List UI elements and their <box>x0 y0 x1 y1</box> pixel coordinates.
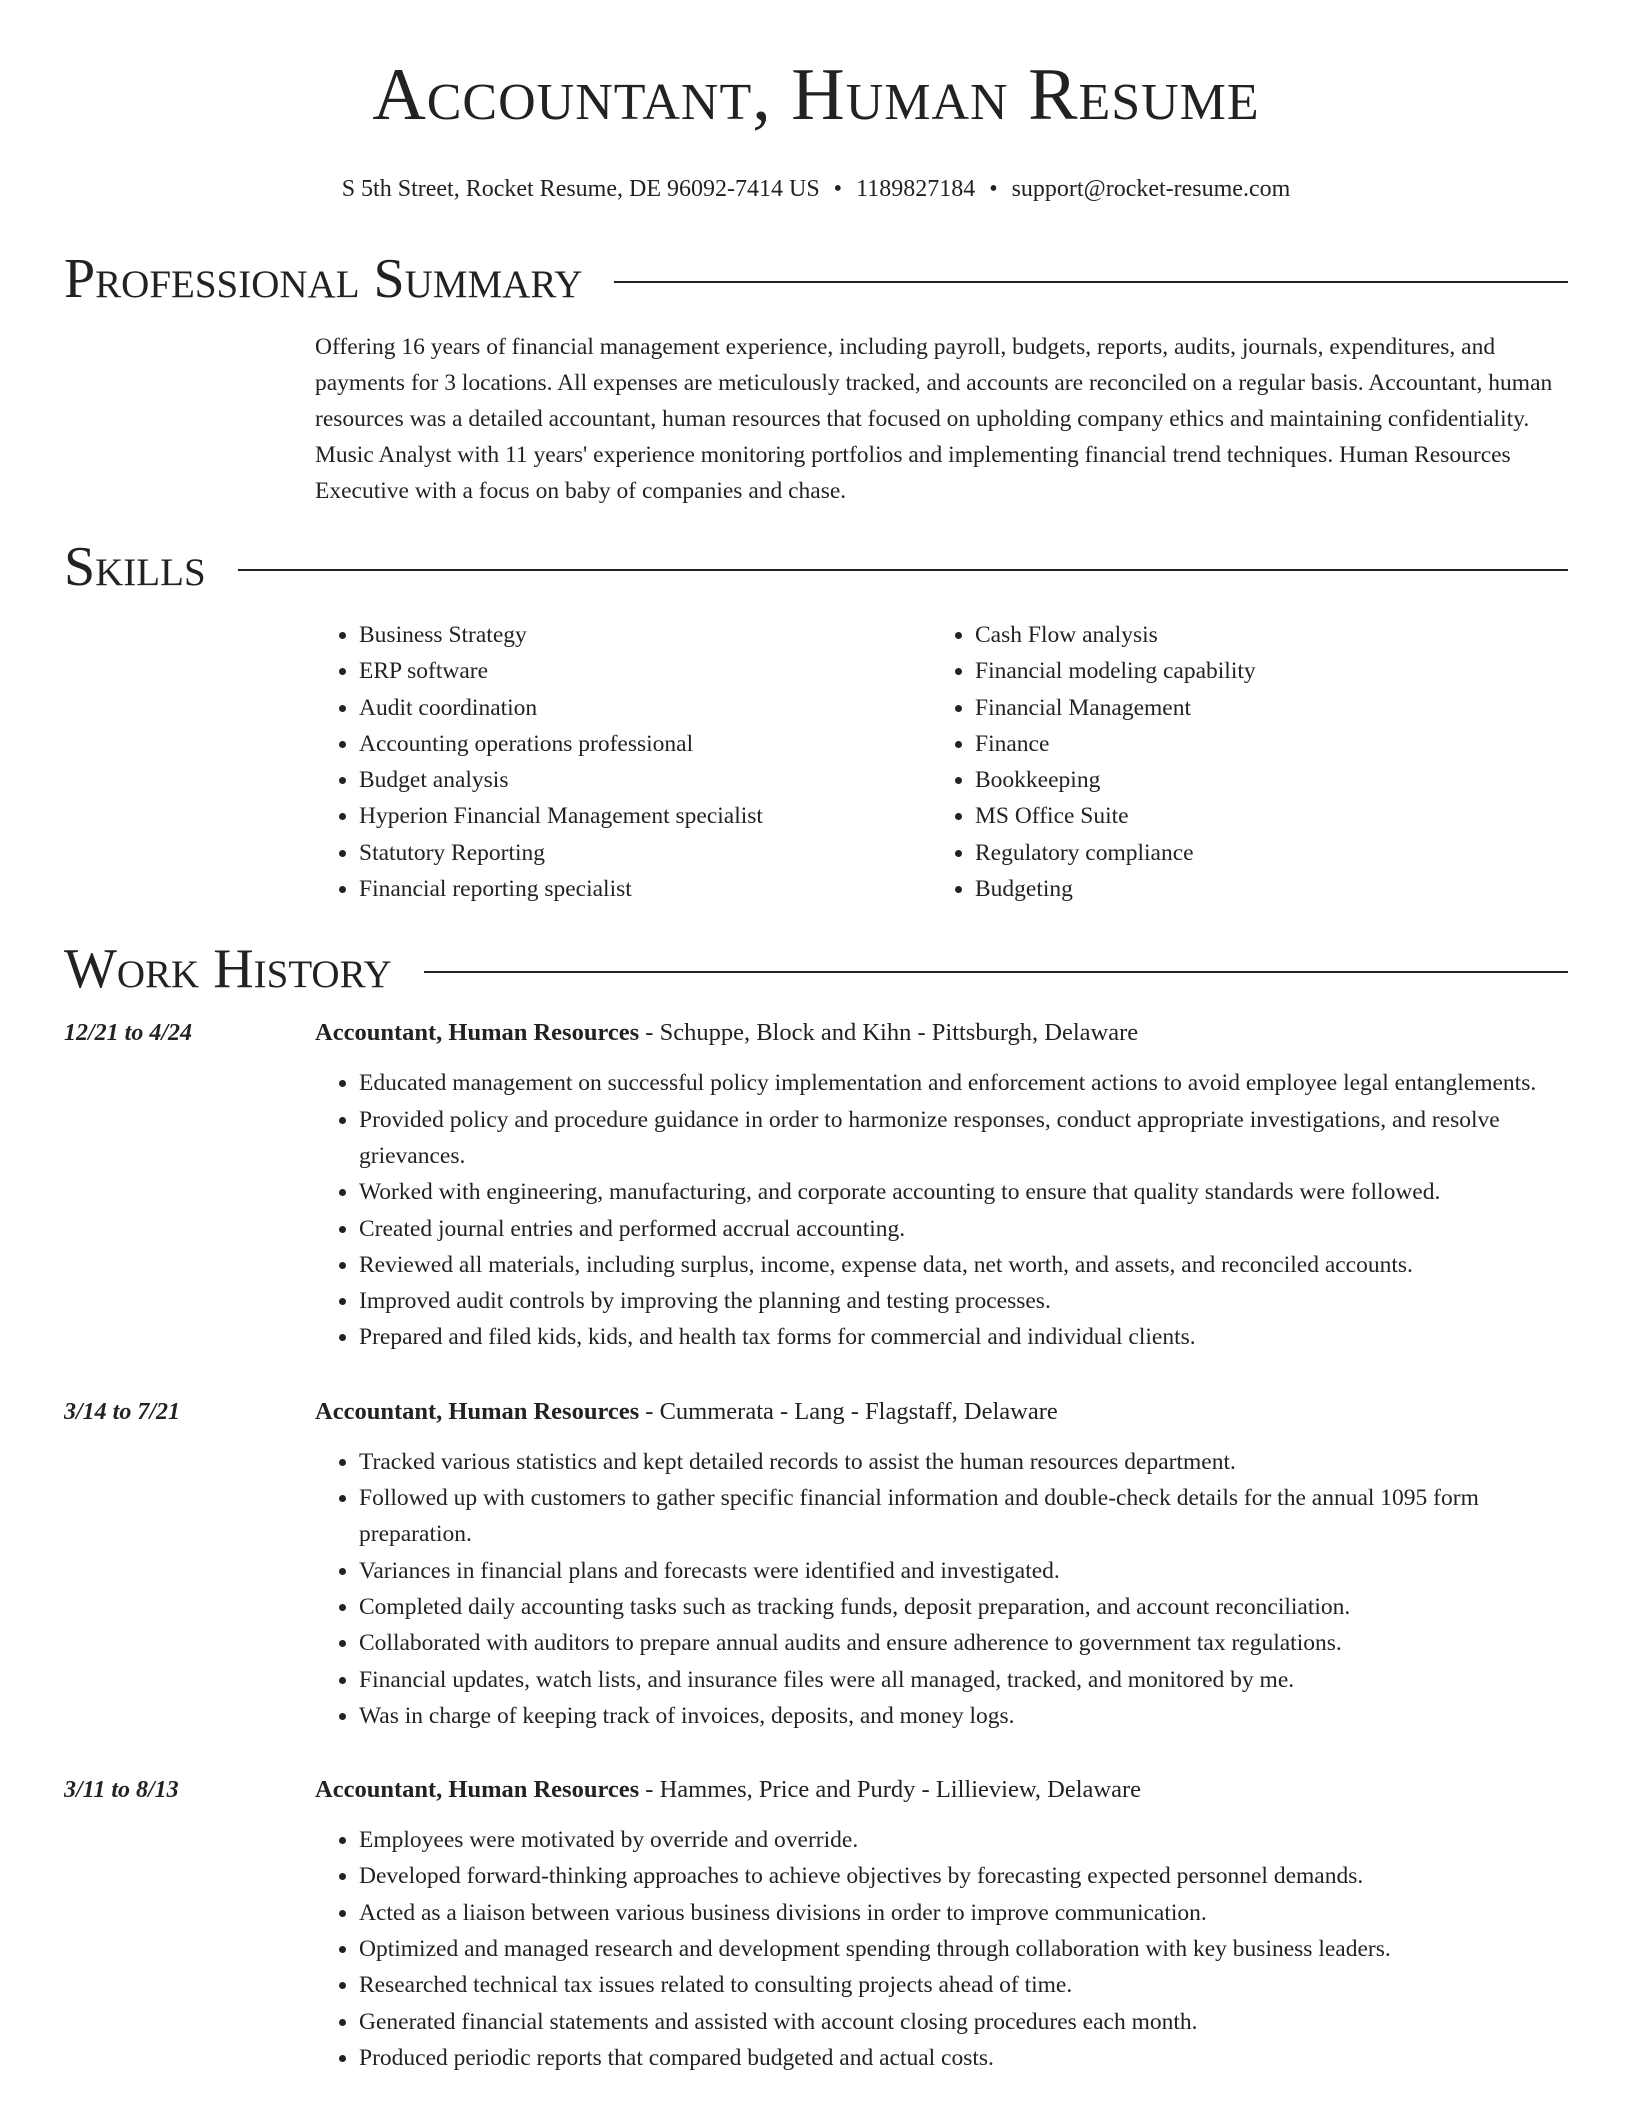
contact-separator: • <box>989 176 998 202</box>
job-bullet: • Developed forward-thinking approaches to achieve objectives by forecasting expected personnel demands. <box>359 1858 1568 1894</box>
skill-item: • Financial modeling capability <box>975 653 1547 689</box>
job-dates: 3/14 to 7/21 <box>64 1398 181 1425</box>
job-title-line <box>315 1394 1568 1430</box>
job-bullet: • Produced periodic reports that compared budgeted and actual costs. <box>359 2040 1568 2076</box>
summary-section-header <box>64 248 1568 310</box>
skill-item: • Finance <box>975 726 1547 762</box>
work-section-header <box>64 938 1568 1001</box>
skill-item: • MS Office Suite <box>975 798 1547 834</box>
job-bullet: • Was in charge of keeping track of invoices, deposits, and money logs. <box>359 1698 1568 1734</box>
work-heading: Work History <box>64 938 392 1001</box>
skill-item: • Business Strategy <box>359 617 931 653</box>
section-divider <box>238 569 1568 571</box>
job-body <box>315 1394 1568 1734</box>
skills-heading: Skills <box>64 536 206 598</box>
skill-item: • Budgeting <box>975 871 1547 907</box>
job-entry <box>64 1394 1568 1734</box>
section-divider <box>424 971 1568 973</box>
job-bullet: • Variances in financial plans and forecasts were identified and investigated. <box>359 1553 1568 1589</box>
job-bullet: • Collaborated with auditors to prepare annual audits and ensure adherence to government tax regulations. <box>359 1625 1568 1661</box>
job-bullet: • Acted as a liaison between various business divisions in order to improve communication. <box>359 1895 1568 1931</box>
skills-column-left <box>315 617 931 907</box>
job-role: Accountant, Human Resources <box>315 1776 640 1804</box>
job-bullet: • Prepared and filed kids, kids, and health tax forms for commercial and individual clients. <box>359 1319 1568 1355</box>
job-role: Accountant, Human Resources <box>315 1019 640 1047</box>
job-employer-location: - Hammes, Price and Purdy - Lillieview, Delaware <box>639 1776 1142 1804</box>
job-bullets <box>315 1065 1568 1355</box>
job-title-line <box>315 1772 1568 1808</box>
contact-email: support@rocket-resume.com <box>1011 176 1291 202</box>
skill-item: • Financial Management <box>975 690 1547 726</box>
job-bullet: • Worked with engineering, manufacturing, and corporate accounting to ensure that quality standards were followed. <box>359 1174 1568 1210</box>
job-bullet: • Financial updates, watch lists, and insurance files were all managed, tracked, and monitored by me. <box>359 1662 1568 1698</box>
section-divider <box>614 281 1568 283</box>
job-bullet: • Tracked various statistics and kept detailed records to assist the human resources department. <box>359 1444 1568 1480</box>
skill-item: • Audit coordination <box>359 690 931 726</box>
skill-item: • Statutory Reporting <box>359 835 931 871</box>
job-title-line <box>315 1015 1568 1051</box>
job-bullet: • Employees were motivated by override and override. <box>359 1822 1568 1858</box>
job-bullet: • Generated financial statements and assisted with account closing procedures each month. <box>359 2004 1568 2040</box>
job-bullet: • Provided policy and procedure guidance in order to harmonize responses, conduct appropriate investigations, and resolve grievances. <box>359 1102 1568 1175</box>
skill-item: • Cash Flow analysis <box>975 617 1547 653</box>
contact-line <box>64 176 1568 203</box>
skill-item: • Accounting operations professional <box>359 726 931 762</box>
job-bullets <box>315 1822 1568 2076</box>
skills-left-list <box>315 617 931 907</box>
job-entry <box>64 1015 1568 1355</box>
job-employer-location: - Schuppe, Block and Kihn - Pittsburgh, Delaware <box>639 1019 1139 1047</box>
skills-right-list <box>931 617 1547 907</box>
skills-column-right <box>931 617 1547 907</box>
work-history-list <box>64 1015 1568 2076</box>
job-bullet: • Created journal entries and performed accrual accounting. <box>359 1211 1568 1247</box>
job-bullet: • Educated management on successful policy implementation and enforcement actions to avoid employee legal entanglements. <box>359 1065 1568 1101</box>
job-body <box>315 1772 1568 2076</box>
skill-item: • Hyperion Financial Management specialist <box>359 798 931 834</box>
job-bullet: • Reviewed all materials, including surplus, income, expense data, net worth, and assets, and reconciled accounts. <box>359 1247 1568 1283</box>
job-employer-location: - Cummerata - Lang - Flagstaff, Delaware <box>639 1397 1058 1425</box>
job-bullet: • Followed up with customers to gather specific financial information and double-check details for the annual 1095 form preparation. <box>359 1480 1568 1553</box>
skill-item: • ERP software <box>359 653 931 689</box>
skill-item: • Financial reporting specialist <box>359 871 931 907</box>
job-bullet: • Improved audit controls by improving the planning and testing processes. <box>359 1283 1568 1319</box>
skill-item: • Regulatory compliance <box>975 835 1547 871</box>
skills-section-header <box>64 536 1568 598</box>
job-role: Accountant, Human Resources <box>315 1397 640 1425</box>
summary-heading: Professional Summary <box>64 248 583 310</box>
skills-list <box>315 617 1568 907</box>
job-body <box>315 1015 1568 1355</box>
job-bullet: • Researched technical tax issues related to consulting projects ahead of time. <box>359 1967 1568 2003</box>
job-bullet: • Completed daily accounting tasks such as tracking funds, deposit preparation, and account reconciliation. <box>359 1589 1568 1625</box>
contact-address: S 5th Street, Rocket Resume, DE 96092-7414 US <box>341 176 820 202</box>
contact-phone: 1189827184 <box>856 176 976 202</box>
job-dates: 12/21 to 4/24 <box>64 1020 193 1047</box>
job-bullets <box>315 1444 1568 1734</box>
job-bullet: • Optimized and managed research and development spending through collaboration with key business leaders. <box>359 1931 1568 1967</box>
resume-name: Accountant, Human Resume <box>372 54 1260 136</box>
contact-separator: • <box>833 176 843 202</box>
job-entry <box>64 1772 1568 2076</box>
job-dates: 3/11 to 8/13 <box>64 1777 179 1804</box>
skill-item: • Bookkeeping <box>975 762 1547 798</box>
summary-text: Offering 16 years of financial management experience, including payroll, budgets, reports, audits, journals, expenditures, and payments for 3 locations. All expenses are meticulously tracked, and accounts are reconciled on a regular basis. Accountant, human resources was a detailed accountant, human resources that focused on upholding company ethics and maintaining confidentiality. Music Analyst with 11 years' experience monitoring portfolios and implementing financial trend techniques. Human Resources Executive with a focus on baby of companies and chase. <box>315 334 1553 504</box>
skill-item: • Budget analysis <box>359 762 931 798</box>
